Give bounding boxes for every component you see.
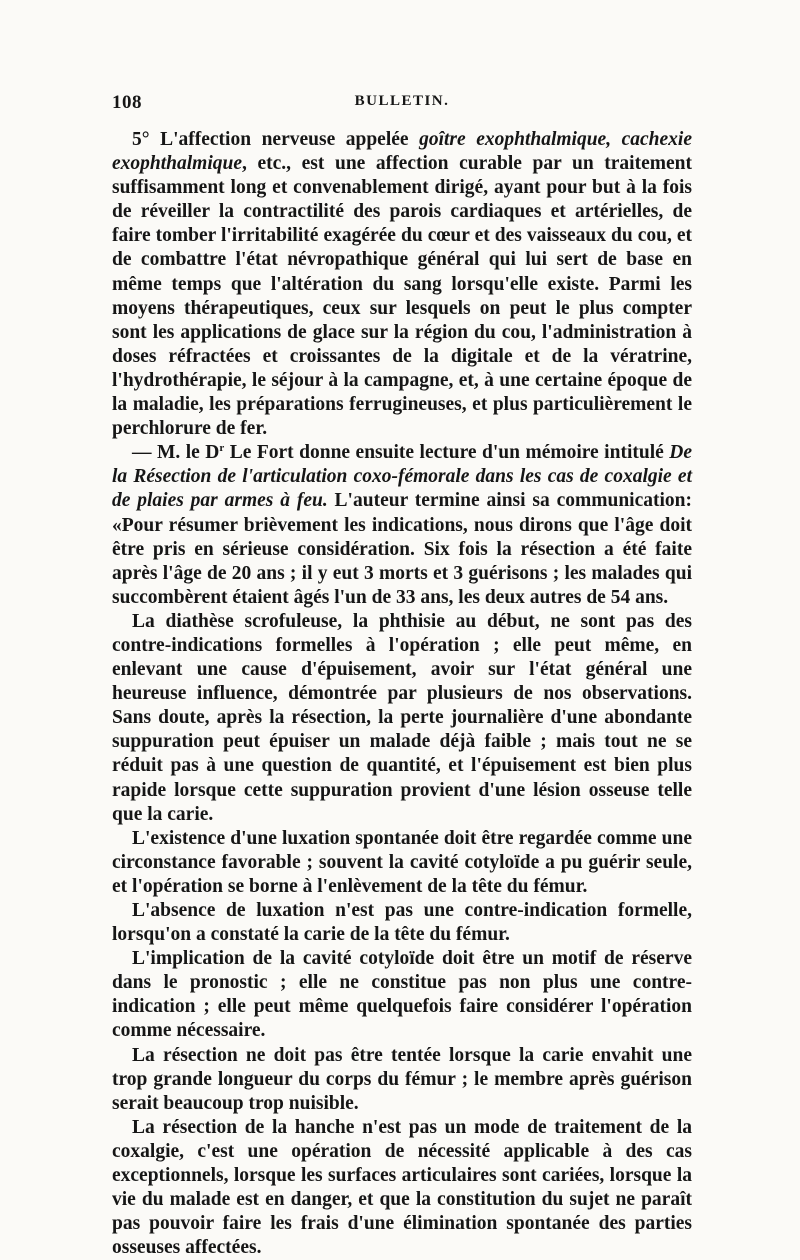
text-run: , etc., est une affection curable par un traitement suffisamment long et convenablement dirigé, ayant pour but à la fois de réveiller la contractilité des parois cardiaques et artérielles, de faire tomber l'irritabilité exagérée du cœur et des vaisseaux du cou, et de combattre l'état névropathique général qui lui sert de base en même temps que l'altération du sang lorsqu'elle existe. Parmi les moyens thérapeutiques, ceux sur lesquels on peut le plus compter sont les applications de glace sur la région du cou, l'administration à doses réfractées et croissantes de la digitale et de la vératrine, l'hydrothérapie, le séjour à la campagne, et, à une certaine époque de la maladie, les préparations ferrugineuses, et plus particulièrement le perchlorure de fer. xyxy=(112,153,692,440)
text-run: L'absence de luxation n'est pas une contre-indication formelle, lorsqu'on a constaté la carie de la tête du fémur. xyxy=(112,900,692,946)
text-run: 5° L'affection nerveuse appelée xyxy=(132,129,420,150)
text-run: — M. le D xyxy=(132,442,220,464)
body-text xyxy=(112,128,692,1260)
italic-text: goître exophthalmique, cachexie exophthalmique xyxy=(112,129,692,175)
paragraph xyxy=(112,610,692,827)
paragraph xyxy=(112,1116,692,1260)
italic-text: De la Résection de l'articulation coxo-fémorale dans les cas de coxalgie et de plaies par armes à feu. xyxy=(112,442,692,512)
text-run: La résection ne doit pas être tentée lorsque la carie envahit une trop grande longueur du corps du fémur ; le membre après guérison serait beaucoup trop nuisible. xyxy=(112,1044,692,1114)
paragraph xyxy=(112,947,692,1043)
text-run: La résection de la hanche n'est pas un mode de traitement de la coxalgie, c'est une opération de nécessité applicable à des cas exceptionnels, lorsque les surfaces articulaires sont cariées, lorsque la vie du malade est en danger, et que la constitution du sujet ne paraît pas pouvoir faire les frais d'une élimination spontanée des parties osseuses affectées. xyxy=(112,1116,692,1259)
text-run: L'auteur termine ainsi sa communication: «Pour résumer brièvement les indications, nous dirons que l'âge doit être pris en sérieuse considération. Six fois la résection a été faite après l'âge de 20 ans ; il y eut 3 morts et 3 guérisons ; les malades qui succombèrent étaient âgés l'un de 33 ans, les deux autres de 54 ans. xyxy=(112,490,692,608)
paragraph xyxy=(112,1044,692,1116)
text-run: L'existence d'une luxation spontanée doit être regardée comme une circonstance favorable ; souvent la cavité cotyloïde a pu guérir seule, et l'opération se borne à l'enlèvement de la tête du fémur. xyxy=(112,827,692,897)
page-number: 108 xyxy=(112,92,142,113)
paragraph xyxy=(112,827,692,899)
paragraph xyxy=(112,128,692,441)
text-run: Le Fort donne ensuite lecture d'un mémoire intitulé xyxy=(224,442,670,464)
superscript-text: r xyxy=(219,442,225,455)
paragraph xyxy=(112,441,692,610)
text-run: L'implication de la cavité cotyloïde doit être un motif de réserve dans le pronostic ; elle ne constitue pas non plus une contre-indication ; elle peut même quelquefois faire considérer l'opération comme nécessaire. xyxy=(112,948,692,1042)
text-run: La diathèse scrofuleuse, la phthisie au début, ne sont pas des contre-indications formelles à l'opération ; elle peut même, en enlevant une cause d'épuisement, avoir sur l'état général une heureuse influence, démontrée par plusieurs de nos observations. Sans doute, après la résection, la perte journalière d'une abondante suppuration peut épuiser un malade déjà faible ; mais tout ne se réduit pas à une question de quantité, et l'épuisement est bien plus rapide lorsque cette suppuration provient d'une lésion osseuse telle que la carie. xyxy=(112,610,692,825)
paragraph xyxy=(112,899,692,947)
running-head: BULLETIN. xyxy=(354,93,450,109)
page-header xyxy=(112,92,692,116)
